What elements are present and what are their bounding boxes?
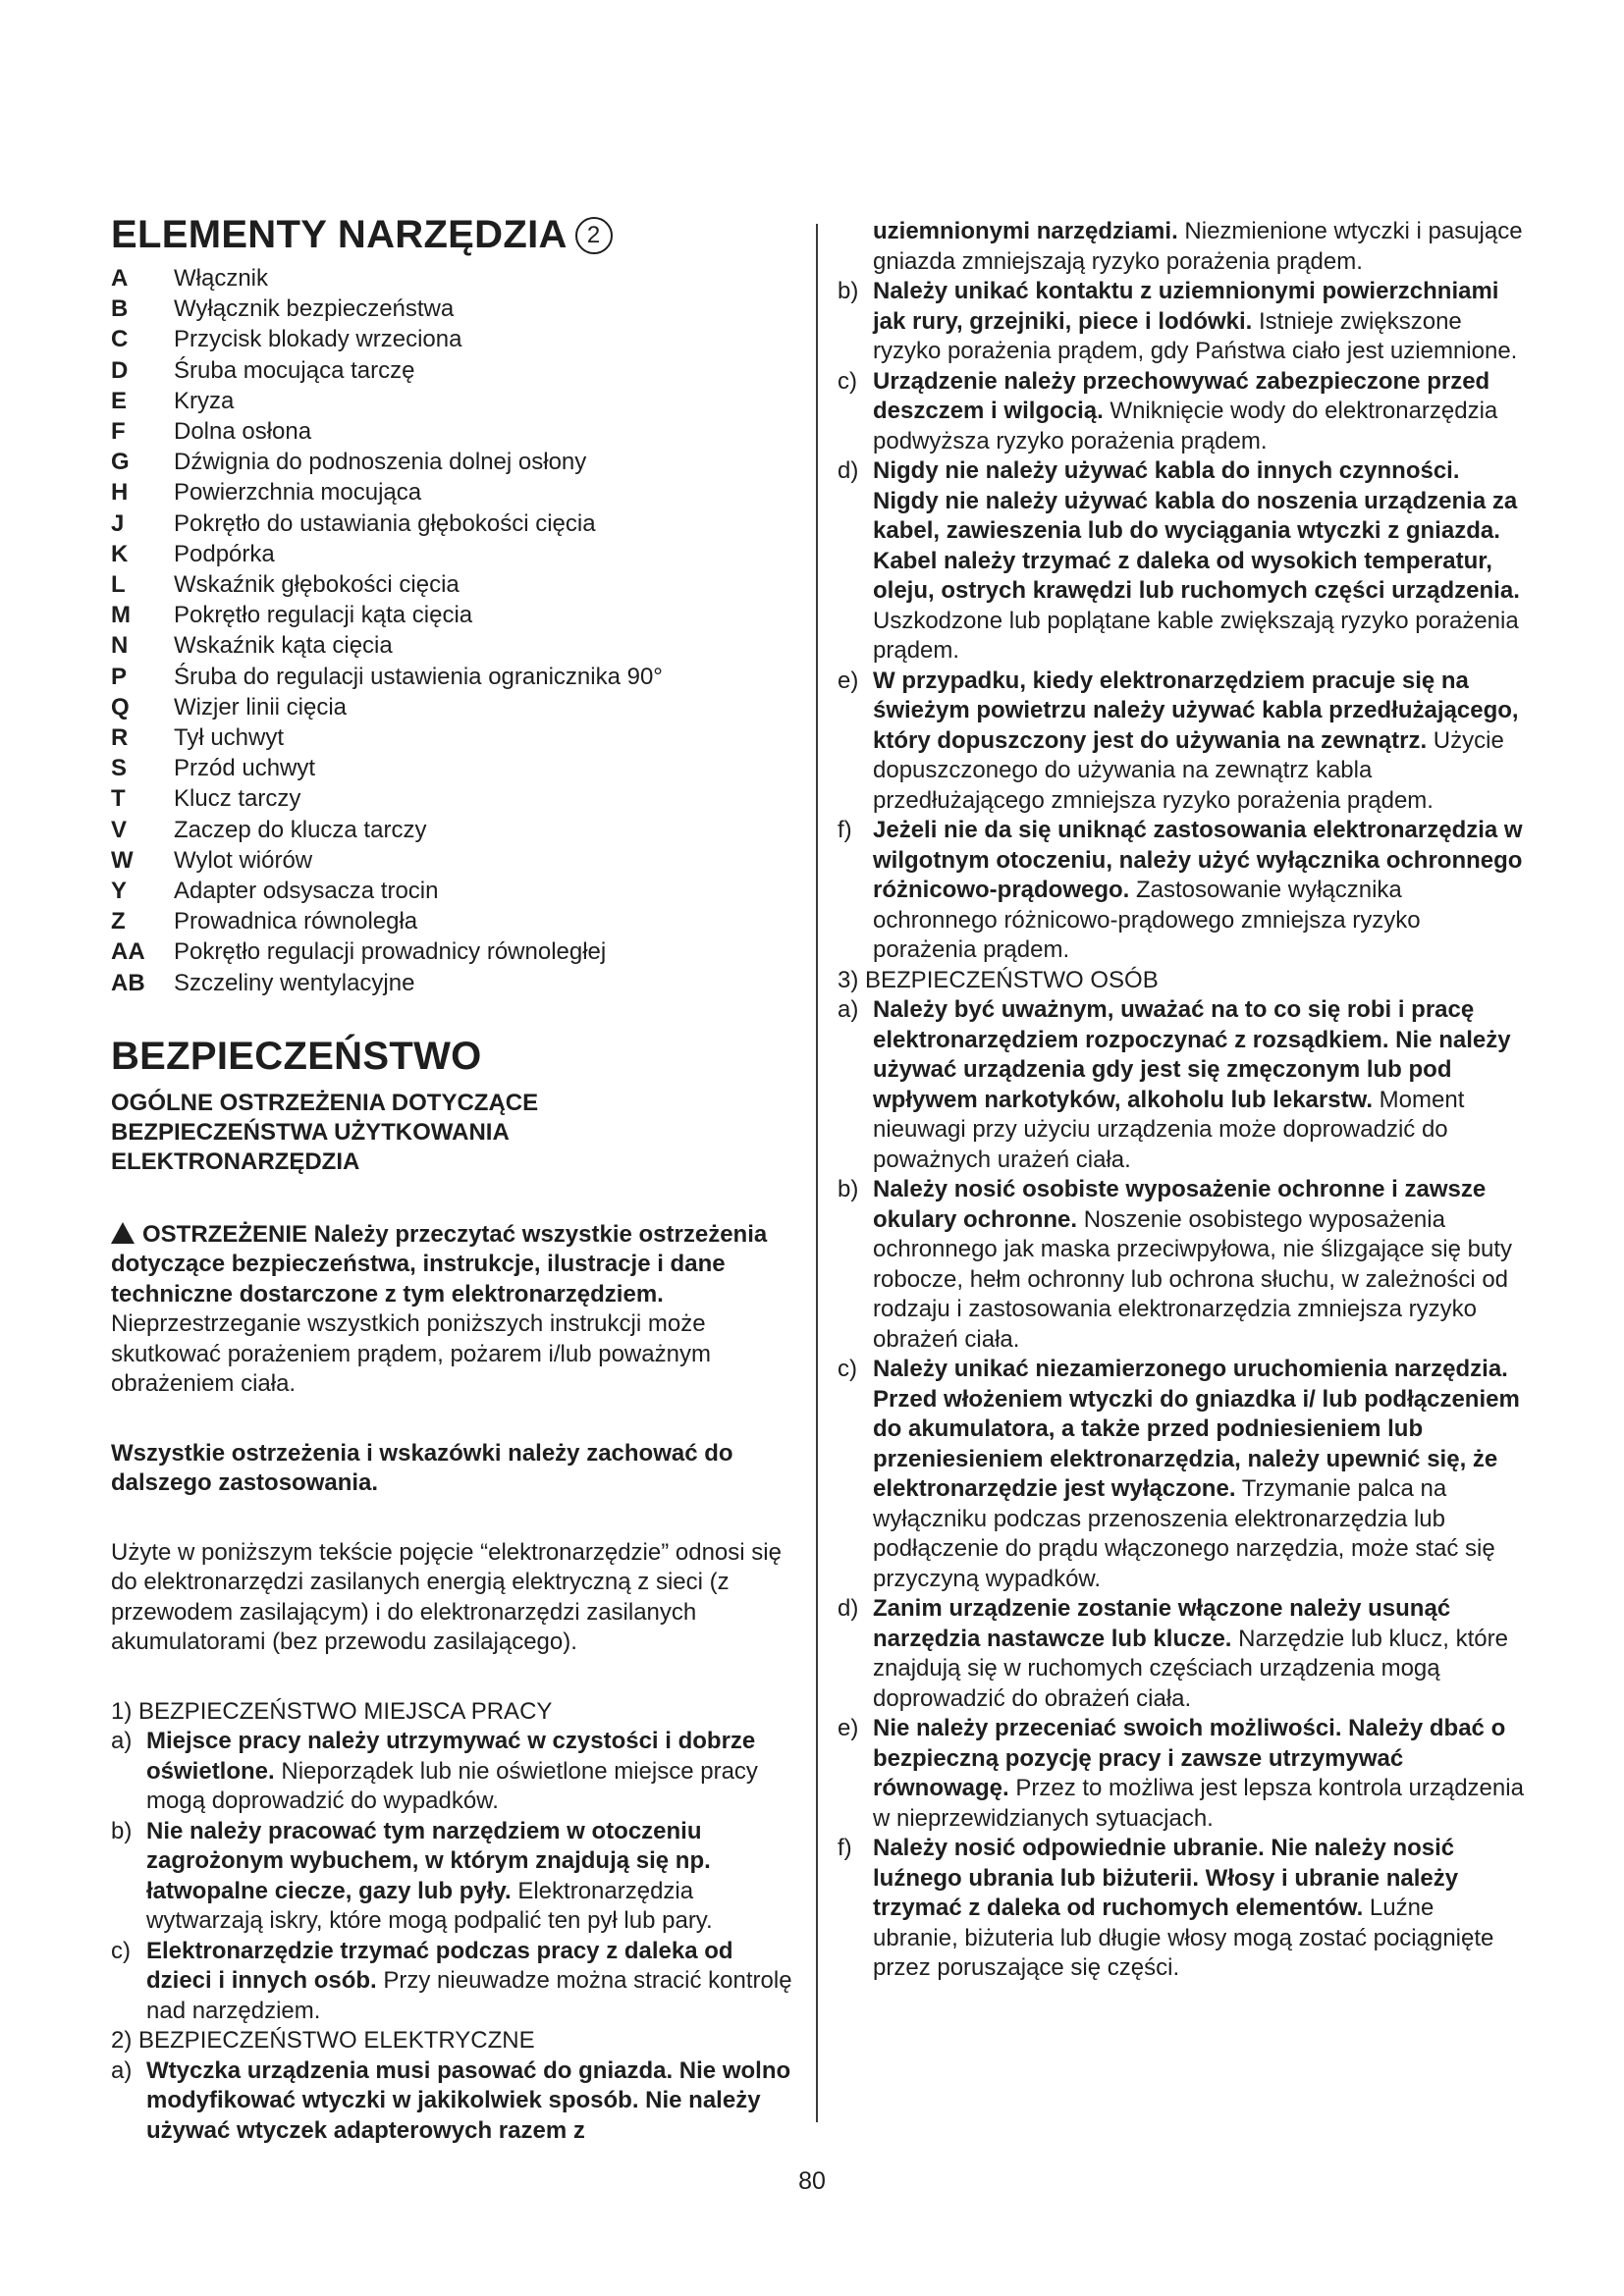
component-letter: C (111, 326, 129, 353)
component-label: Wyłącznik bezpieczeństwa (174, 295, 455, 323)
list-item: e) Nie należy przeceniać swoich możliwości. Należy dbać o bezpieczną pozycję pracy i zawsze utrzymywać równowagę. Przez to możliwa jest lepsza kontrola urządzenia w nieprzewidzianych sytuacjach. (838, 1715, 1524, 1832)
page-number: 80 (798, 2167, 826, 2195)
section-1-heading: 1) BEZPIECZEŃSTWO MIEJSCA PRACY (111, 1697, 553, 1725)
component-item (111, 386, 798, 416)
component-item (111, 263, 798, 294)
component-item (111, 416, 798, 447)
component-label: Adapter odsysacza trocin (174, 878, 439, 905)
keep-instructions: Wszystkie ostrzeżenia i wskazówki należy zachować do dalszego zastosowania. (111, 1439, 733, 1497)
component-label: Wskaźnik kąta cięcia (174, 632, 393, 660)
component-item (111, 722, 798, 753)
list-item: b) Nie należy pracować tym narzędziem w otoczeniu zagrożonym wybuchem, w którym znajdują się np. łatwopalne ciecze, gazy lub pyły. Elektronarzędzia wytwarzają iskry, które mogą podpalić ten pył lub pary. (111, 1817, 713, 1935)
component-label: Dźwignia do podnoszenia dolnej osłony (174, 449, 587, 476)
component-label: Wskaźnik głębokości cięcia (174, 571, 460, 599)
component-letter: F (111, 418, 126, 446)
component-item (111, 692, 798, 722)
list-item: c) Urządzenie należy przechowywać zabezpieczone przed deszczem i wilgocią. Wniknięcie wody do elektronarzędzia podwyższa ryzyko porażenia prądem. (838, 367, 1498, 454)
component-letter: V (111, 816, 128, 843)
component-letter: R (111, 724, 129, 752)
component-letter: L (111, 571, 126, 599)
figure-ref-badge: 2 (575, 217, 613, 254)
component-item (111, 477, 798, 507)
component-label: Dolna osłona (174, 418, 312, 446)
component-item (111, 355, 798, 386)
component-item (111, 783, 798, 814)
component-item (111, 662, 798, 692)
list-item: f) Jeżeli nie da się uniknąć zastosowania elektronarzędzia w wilgotnym otoczeniu, należy użyć wyłącznika ochronnego różnicowo-prądowego. Zastosowanie wyłącznika ochronnego różnicowo-prądowego zmniejsza ryzyko porażenia prądem. (838, 817, 1523, 963)
section-2-item-a-continued: uziemnionymi narzędziami. Niezmienione wtyczki i pasujące gniazda zmniejszają ryzyko porażenia prądem. (873, 218, 1523, 275)
component-letter: B (111, 295, 129, 323)
component-letter: D (111, 356, 129, 384)
component-label: Zaczep do klucza tarczy (174, 816, 427, 843)
terms-definition: Użyte w poniższym tekście pojęcie “elektronarzędzie” odnosi się do elektronarzędzi zasilanych energią elektryczną z sieci (z przewodem zasilającym) i do elektronarzędzi zasilanych akumulatorami (bez przewodu zasilającego). (111, 1538, 782, 1656)
safety-title: BEZPIECZEŃSTWO (111, 1034, 482, 1078)
component-label: Pokrętło do ustawiania głębokości cięcia (174, 509, 596, 537)
component-item (111, 968, 798, 998)
component-item (111, 508, 798, 539)
component-letter: Y (111, 878, 128, 905)
list-item: c) Należy unikać niezamierzonego uruchomienia narzędzia. Przed włożeniem wtyczki do gniazdka i/ lub podłączeniem do akumulatora, a także przed podniesieniem lub przeniesieniem elektronarzędzia, należy upewnić się, że elektronarzędzie jest wyłączone. Trzymanie palca na wyłączniku podczas przenoszenia elektronarzędzia lub podłączenie do prądu włączonego narzędzia, może stać się przyczyną wypadków. (838, 1356, 1520, 1592)
component-letter: H (111, 479, 129, 507)
list-item: f) Należy nosić odpowiednie ubranie. Nie należy nosić luźnego ubrania lub biżuterii. Włosy i ubranie należy trzymać z daleka od ruchomych elementów. Luźne ubranie, biżuteria lub długie włosy mogą zostać pociągnięte przez poruszające się części. (838, 1835, 1494, 1981)
component-label: Pokrętło regulacji kąta cięcia (174, 602, 473, 629)
component-letter: S (111, 755, 128, 782)
components-list (111, 263, 798, 998)
component-letter: W (111, 846, 134, 874)
components-title: ELEMENTY NARZĘDZIA 2 (111, 210, 798, 259)
component-letter: A (111, 265, 129, 292)
component-letter: Q (111, 693, 130, 721)
safety-subtitle: OGÓLNE OSTRZEŻENIA DOTYCZĄCE BEZPIECZEŃSTWA UŻYTKOWANIA ELEKTRONARZĘDZIA (111, 1089, 539, 1175)
component-label: Podpórka (174, 540, 275, 567)
component-label: Prowadnica równoległa (174, 908, 418, 935)
component-item (111, 630, 798, 661)
component-item (111, 876, 798, 906)
list-item: b) Należy nosić osobiste wyposażenie ochronne i zawsze okulary ochronne. Noszenie osobistego wyposażenia ochronnego jak maska przeciwpyłowa, nie ślizgające się buty robocze, hełm ochronny lub ochrona słuchu, w zależności od rodzaju i zastosowania elektronarzędzia zmniejsza ryzyko obrażeń ciała. (838, 1176, 1512, 1353)
list-item: d) Zanim urządzenie zostanie włączone należy usunąć narzędzia nastawcze lub klucze. Narzędzie lub klucz, które znajdują się w ruchomych częściach urządzenia mogą doprowadzić do obrażeń ciała. (838, 1595, 1508, 1712)
component-label: Włącznik (174, 265, 269, 292)
component-item (111, 569, 798, 600)
component-item (111, 600, 798, 630)
right-column (838, 217, 1525, 1984)
section-3-heading: 3) BEZPIECZEŃSTWO OSÓB (838, 966, 1159, 993)
list-item: a) Należy być uważnym, uważać na to co się robi i pracę elektronarzędziem rozpoczynać z rozsądkiem. Nie należy używać urządzenia gdy jest się zmęczonym lub pod wpływem narkotyków, alkoholu lub lekarstw. Moment nieuwagi przy użyciu urządzenia może doprowadzić do poważnych urażeń ciała. (838, 996, 1511, 1173)
warning-triangle-icon (111, 1222, 135, 1244)
component-letter: AA (111, 938, 145, 966)
component-label: Przycisk blokady wrzeciona (174, 326, 462, 353)
component-label: Śruba do regulacji ustawienia ogranicznika 90° (174, 663, 663, 690)
component-letter: K (111, 540, 129, 567)
section-2-heading: 2) BEZPIECZEŃSTWO ELEKTRYCZNE (111, 2027, 535, 2055)
component-item (111, 294, 798, 324)
component-label: Przód uchwyt (174, 755, 316, 782)
component-letter: N (111, 632, 129, 660)
component-label: Śruba mocująca tarczę (174, 356, 415, 384)
component-label: Powierzchnia mocująca (174, 479, 422, 507)
component-item (111, 936, 798, 967)
list-item: a) Miejsce pracy należy utrzymywać w czystości i dobrze oświetlone. Nieporządek lub nie oświetlone miejsce pracy mogą doprowadzić do wypadków. (111, 1728, 758, 1815)
component-letter: E (111, 387, 128, 414)
component-label: Klucz tarczy (174, 785, 301, 813)
component-letter: M (111, 602, 131, 629)
list-item: c) Elektronarzędzie trzymać podczas pracy z daleka od dzieci i innych osób. Przy nieuwadze można stracić kontrolę nad narzędziem. (111, 1937, 792, 2024)
component-letter: Z (111, 908, 126, 935)
component-letter: J (111, 509, 125, 537)
component-letter: AB (111, 969, 145, 996)
list-item: d) Nigdy nie należy używać kabla do innych czynności. Nigdy nie należy używać kabla do noszenia urządzenia za kabel, zawieszenia lub do wyciągania wtyczki z gniazda. Kabel należy trzymać z daleka od wysokich temperatur, oleju, ostrych krawędzi lub ruchomych części urządzenia. Uszkodzone lub poplątane kable zwiększają ryzyko porażenia prądem. (838, 457, 1520, 664)
component-label: Tył uchwyt (174, 724, 285, 752)
component-label: Wizjer linii cięcia (174, 693, 348, 721)
section-1 (111, 1697, 798, 2027)
component-label: Szczeliny wentylacyjne (174, 969, 415, 996)
section-2 (111, 2026, 798, 2146)
list-item: e) W przypadku, kiedy elektronarzędziem pracuje się na świeżym powietrzu należy używać kabla przedłużającego, który dopuszczony jest do używania na zewnątrz. Użycie dopuszczonego do używania na zewnątrz kabla przedłużającego zmniejsza ryzyko porażenia prądem. (838, 667, 1519, 814)
component-item (111, 753, 798, 783)
component-item (111, 324, 798, 354)
component-label: Wylot wiórów (174, 846, 313, 874)
list-item: b) Należy unikać kontaktu z uziemnionymi powierzchniami jak rury, grzejniki, piece i lodówki. Istnieje zwiększone ryzyko porażenia prądem, gdy Państwa ciało jest uziemnione. (838, 278, 1518, 364)
component-item (111, 815, 798, 845)
general-warning: OSTRZEŻENIE Należy przeczytać wszystkie ostrzeżenia dotyczące bezpieczeństwa, instrukcje, ilustracje i dane techniczne dostarczone z tym elektronarzędziem. Nieprzestrzeganie wszystkich poniższych instrukcji może skutkować porażeniem prądem, pożarem i/lub poważnym obrażeniem ciała. (111, 1220, 768, 1398)
component-label: Pokrętło regulacji prowadnicy równoległej (174, 938, 607, 966)
left-column (111, 210, 798, 2146)
component-item (111, 845, 798, 876)
component-item (111, 906, 798, 936)
component-letter: G (111, 449, 130, 476)
component-item (111, 447, 798, 477)
component-letter: T (111, 785, 126, 813)
column-divider (816, 224, 818, 2122)
component-label: Kryza (174, 387, 235, 414)
component-letter: P (111, 663, 128, 690)
component-item (111, 539, 798, 569)
list-item: a) Wtyczka urządzenia musi pasować do gniazda. Nie wolno modyfikować wtyczki w jakikolwiek sposób. Nie należy używać wtyczek adapterowych razem z (111, 2056, 791, 2144)
